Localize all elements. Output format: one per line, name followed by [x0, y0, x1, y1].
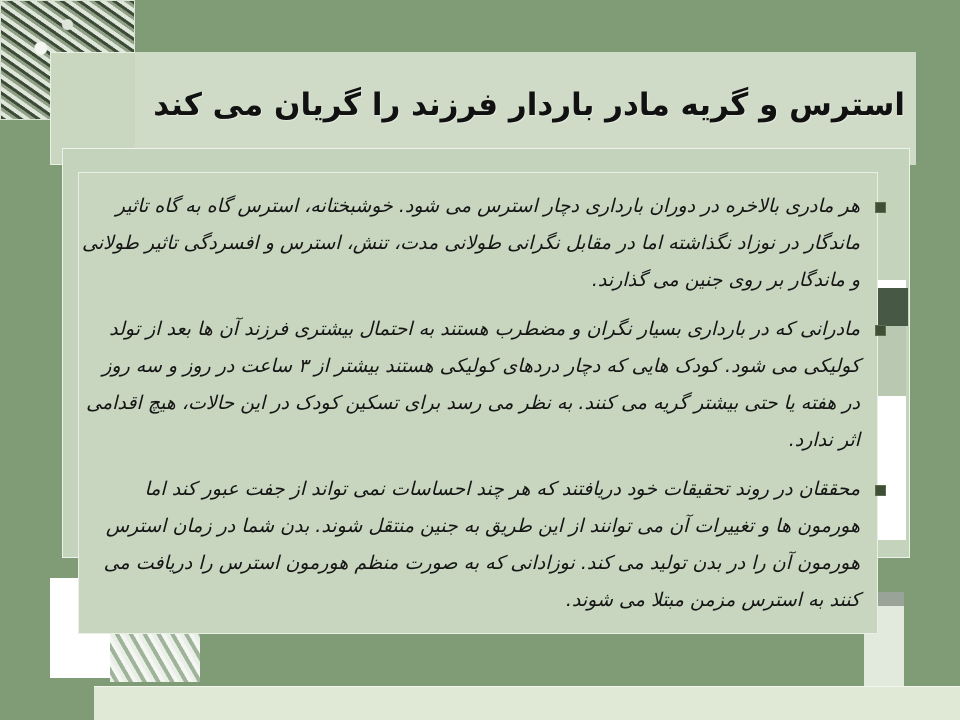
bullet-item — [82, 311, 890, 459]
square-bullet-icon — [875, 325, 886, 336]
bullet-item — [82, 188, 890, 299]
square-bullet-icon — [875, 485, 886, 496]
bullet-item — [82, 471, 890, 619]
bullet-text: محققان در روند تحقیقات خود دریافتند که هر چند احساسات نمی تواند از جفت عبور کند اما هورمون ها و تغییرات آن می توانند از این طریق به جنین منتقل شوند. بدن شما در زمان استرس هورمون آن را در بدن تولید می کند. نوزادانی که به صورت منظم هورمون استرس را دریافت می کنند به استرس مزمن مبتلا می شوند. — [103, 478, 860, 611]
square-bullet-icon — [875, 202, 886, 213]
decorative-leaf-photo-small — [110, 632, 200, 682]
bottom-bar — [94, 686, 960, 720]
bullet-list — [82, 188, 890, 631]
slide-title: استرس و گریه مادر باردار فرزند را گریان می کند — [153, 87, 905, 123]
bullet-text: هر مادری بالاخره در دوران بارداری دچار استرس می شود. خوشبختانه، استرس گاه به گاه تاثیر ماندگار در نوزاد نگذاشته اما در مقابل نگرانی طولانی مدت، تنش، استرس و افسردگی تاثیر طولانی و ماندگار بر روی جنین می گذارند. — [81, 195, 860, 291]
bullet-text: مادرانی که در بارداری بسیار نگران و مضطرب هستند به احتمال بیشتری فرزند آن ها بعد از تولد کولیکی می شود. کودک هایی که دچار دردهای کولیکی هستند بیشتر از ۳ ساعت در روز و سه روز در هفته یا حتی بیشتر گریه می کنند. به نظر می رسد برای تسکین کودک در این حالات، هیچ اقدامی اثر ندارد. — [86, 318, 860, 451]
